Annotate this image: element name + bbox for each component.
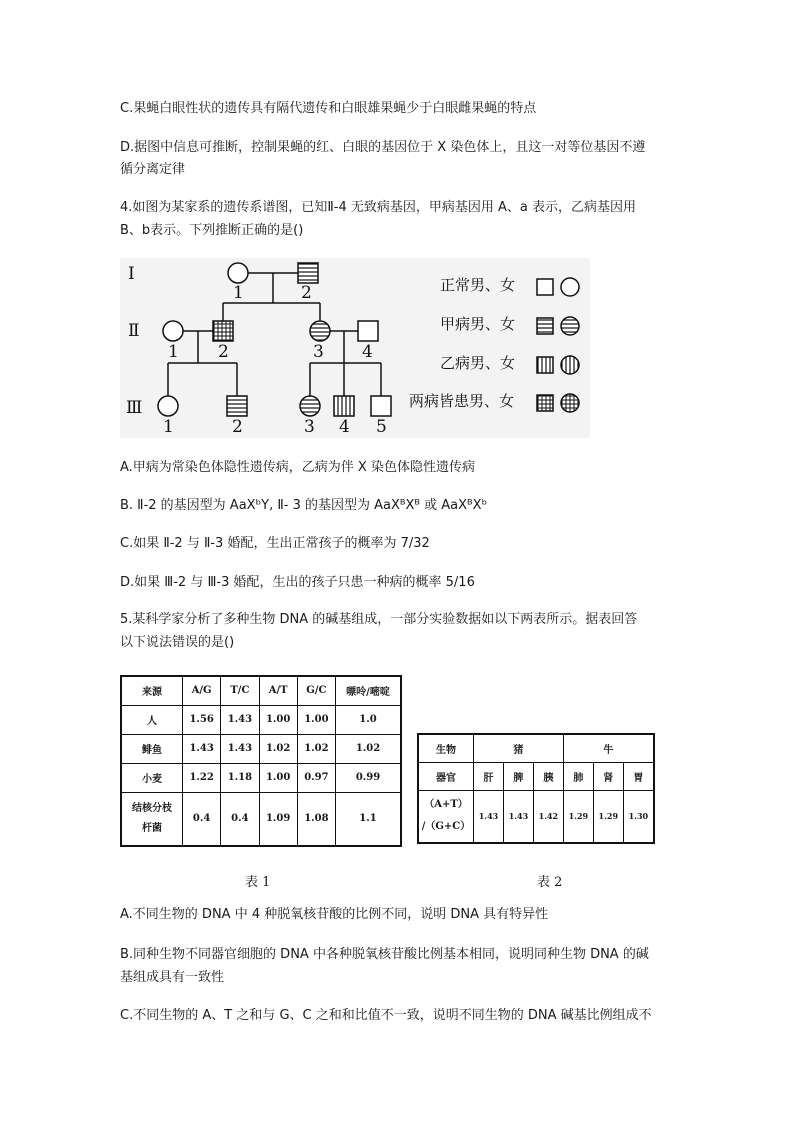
table1-header: 来源 (121, 676, 183, 705)
table1-cell: 1.02 (336, 734, 402, 763)
table2-ratio-label (418, 790, 474, 843)
table2-organ: 脾 (503, 762, 533, 790)
table1-cell: 小麦 (121, 763, 183, 792)
table2-organ: 肾 (593, 762, 623, 790)
option-c-q5: C.不同生物的 A、T 之和与 G、C 之和和比值不一致，说明不同生物的 DNA 碱基比例组成不 (120, 1008, 652, 1023)
generation-label-1: Ⅰ (128, 264, 135, 284)
table2-ratio-label-bottom: /（G+C） (421, 821, 471, 833)
individual-III-3 (300, 396, 320, 416)
option-d-q4: D.如果 Ⅲ-2 与 Ⅲ-3 婚配，生出的孩子只患一种病的概率 5/16 (120, 575, 475, 590)
table1-cell: 1.56 (183, 705, 221, 734)
table2-organ: 胃 (623, 762, 654, 790)
table2-organism-label: 生物 (418, 734, 474, 762)
table-row (121, 705, 401, 734)
question-5-line2: 以下说法错误的是() (120, 635, 235, 650)
legend-jia-male-icon (537, 318, 553, 334)
table-row (418, 790, 654, 843)
table1-header: A/T (259, 676, 297, 705)
generation-label-2: Ⅱ (128, 321, 140, 341)
label-III-4: 4 (339, 417, 350, 437)
table2-organ: 肺 (563, 762, 593, 790)
table1-cell: 1.1 (336, 792, 402, 846)
label-I-1: 1 (233, 283, 244, 303)
table2-cell: 1.43 (503, 790, 533, 843)
table1-cell: 0.4 (221, 792, 259, 846)
option-c-q3: C.果蝇白眼性状的遗传具有隔代遗传和白眼雄果蝇少于白眼雌果蝇的特点 (120, 101, 537, 116)
legend-yi: 乙病男、女 (440, 354, 516, 372)
individual-I-1 (228, 263, 248, 283)
table2-pig: 猪 (474, 734, 564, 762)
option-d-q3-line2: 循分离定律 (120, 162, 186, 177)
table1-header: A/G (183, 676, 221, 705)
legend-yi-female-icon (561, 356, 579, 374)
table1-cell: 1.43 (183, 734, 221, 763)
question-4-line2: B、b表示。下列推断正确的是() (120, 223, 304, 238)
table2-cell: 1.29 (563, 790, 593, 843)
label-III-2: 2 (232, 417, 243, 437)
table1-cell: 1.09 (259, 792, 297, 846)
table1-cell: 结核分枝杆菌 (121, 792, 183, 846)
table2-cow: 牛 (563, 734, 654, 762)
option-b-q5-line2: 基组成具有一致性 (120, 970, 225, 985)
individual-III-1 (158, 396, 178, 416)
legend-yi-male-icon (537, 357, 553, 373)
table-row (121, 763, 401, 792)
legend-normal-female-icon (561, 278, 579, 296)
individual-II-4 (358, 321, 378, 341)
question-4-line1: 4.如图为某家系的遗传系谱图，已知Ⅱ-4 无致病基因，甲病基因用 A、a 表示，乙病基因用 (120, 200, 637, 215)
legend-jia-female-icon (561, 317, 579, 335)
generation-label-3: Ⅲ (126, 398, 143, 418)
question-5-line1: 5.某科学家分析了多种生物 DNA 的碱基组成，一部分实验数据如以下两表所示。据表回答 (120, 612, 638, 627)
legend-normal: 正常男、女 (440, 276, 516, 294)
label-II-1: 1 (168, 342, 179, 362)
label-II-3: 3 (313, 342, 324, 362)
label-III-1: 1 (163, 417, 174, 437)
table-2 (417, 733, 655, 844)
label-I-2: 2 (301, 283, 312, 303)
table1-cell: 1.00 (297, 705, 335, 734)
individual-II-3 (310, 321, 330, 341)
individual-III-2 (227, 396, 247, 416)
table1-cell: 1.08 (297, 792, 335, 846)
table-1-caption: 表 1 (245, 875, 271, 890)
pedigree-figure (120, 258, 590, 438)
table1-header: T/C (221, 676, 259, 705)
table-1 (120, 675, 402, 847)
table1-header: 嘌呤/嘧啶 (336, 676, 402, 705)
table2-cell: 1.29 (593, 790, 623, 843)
option-c-q4: C.如果 Ⅱ-2 与 Ⅱ-3 婚配，生出正常孩子的概率为 7/32 (120, 536, 430, 551)
table1-cell: 1.00 (259, 763, 297, 792)
label-II-2: 2 (218, 342, 229, 362)
legend-both: 两病皆患男、女 (409, 392, 515, 410)
legend-jia: 甲病男、女 (440, 315, 516, 333)
table2-ratio-label-top: （A+T） (424, 799, 468, 811)
table1-cell: 1.18 (221, 763, 259, 792)
table1-cell: 鲱鱼 (121, 734, 183, 763)
label-II-4: 4 (362, 342, 373, 362)
table-row (121, 792, 401, 846)
individual-III-5 (371, 396, 391, 416)
option-a-q4: A.甲病为常染色体隐性遗传病，乙病为伴 X 染色体隐性遗传病 (120, 460, 475, 475)
option-b-q4: B. Ⅱ-2 的基因型为 AaXᵇY, Ⅱ- 3 的基因型为 AaXᴮXᴮ 或 AaXᴮXᵇ (120, 498, 488, 513)
table-2-caption: 表 2 (537, 875, 563, 890)
table2-cell: 1.43 (474, 790, 504, 843)
table2-organ: 胰 (533, 762, 563, 790)
legend-both-female-icon (561, 394, 579, 412)
individual-II-1 (163, 321, 183, 341)
option-b-q5-line1: B.同种生物不同器官细胞的 DNA 中各种脱氧核苷酸比例基本相同，说明同种生物 DNA 的碱 (120, 947, 649, 962)
table1-cell: 1.43 (221, 734, 259, 763)
table1-cell: 0.4 (183, 792, 221, 846)
legend-both-male-icon (537, 395, 553, 411)
table1-cell: 0.97 (297, 763, 335, 792)
pedigree-svg (120, 258, 590, 438)
table1-cell: 1.43 (221, 705, 259, 734)
label-III-5: 5 (376, 417, 387, 437)
table2-cell: 1.42 (533, 790, 563, 843)
table1-cell: 1.02 (259, 734, 297, 763)
legend-normal-male-icon (537, 279, 553, 295)
table2-cell: 1.30 (623, 790, 654, 843)
table1-cell: 1.02 (297, 734, 335, 763)
table1-cell: 1.00 (259, 705, 297, 734)
table1-cell: 人 (121, 705, 183, 734)
individual-II-2 (213, 321, 233, 341)
table1-header: G/C (297, 676, 335, 705)
table1-cell: 0.99 (336, 763, 402, 792)
table-row (121, 734, 401, 763)
label-III-3: 3 (304, 417, 315, 437)
option-d-q3-line1: D.据图中信息可推断，控制果蝇的红、白眼的基因位于 X 染色体上，且这一对等位基因不遵 (120, 140, 646, 155)
option-a-q5: A.不同生物的 DNA 中 4 种脱氧核苷酸的比例不同，说明 DNA 具有特异性 (120, 907, 549, 922)
individual-I-2 (298, 263, 318, 283)
table2-organ-label: 器官 (418, 762, 474, 790)
individual-III-4 (334, 396, 354, 416)
table2-organ: 肝 (474, 762, 504, 790)
table1-cell: 1.0 (336, 705, 402, 734)
table1-cell: 1.22 (183, 763, 221, 792)
